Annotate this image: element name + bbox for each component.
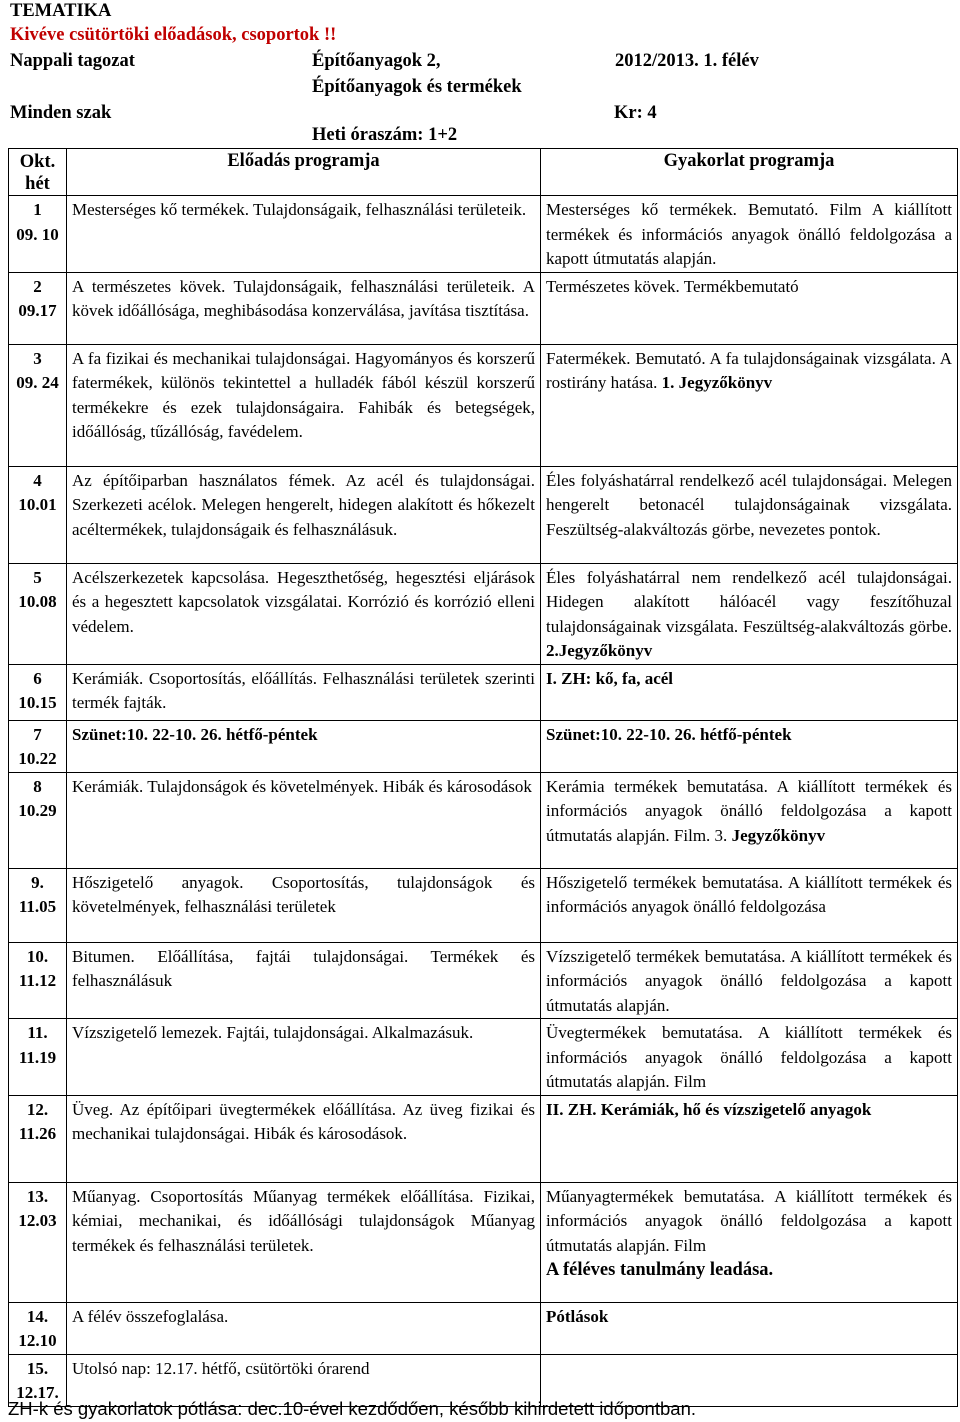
practice-text: Természetes kövek. Termékbemutató [546,276,799,296]
practice-cell [541,272,958,344]
week-cell [9,563,67,664]
table-row [9,272,958,344]
lecture-bold-text: Szünet:10. 22-10. 26. hétfő-péntek [72,724,318,744]
doc-title: TEMATIKA [10,1,112,21]
lecture-cell [67,720,541,772]
week-number: 10. [26,946,49,966]
practice-cell [541,868,958,942]
week-cell [9,868,67,942]
practice-text: Éles folyáshatárral nem rendelkező acél tulajdonságai. Hidegen alakított hálóacél vagy feszítőhuzal tulajdonságainak vizsgálata. Feszültség-alakváltozás görbe. [546,567,952,636]
practice-cell [541,1302,958,1354]
practice-cell [541,563,958,664]
mode-label: Nappali tagozat [10,51,135,71]
practice-text: Üvegtermékek bemutatása. A kiállított termékek és információs anyagok önálló feldolgozása a kapott útmutatás alapján. Film [546,1023,952,1091]
practice-column-header: Gyakorlat programja [541,149,958,196]
week-cell [9,196,67,273]
table-row [9,1182,958,1302]
lecture-text: Az építőiparban használatos fémek. Az acél és tulajdonságai. Szerkezeti acélok. Melegen hengerelt, hidegen alakított és hőkezelt acéltermékek, tulajdonságaik és felhasználásuk. [72,470,535,539]
practice-text: Vízszigetelő termékek bemutatása. A kiállított termékek és információs anyagok önálló feldolgozása a kapott útmutatás alapján. [546,946,952,1015]
credit-label: Kr: 4 [614,103,657,123]
table-row [9,563,958,664]
week-date: 09. 24 [16,373,59,392]
week-date: 09.17 [18,301,57,320]
week-number: 11. [27,1023,48,1042]
practice-cell [541,1019,958,1096]
table-row [9,344,958,466]
practice-cell [541,942,958,1019]
week-number: 7 [33,724,42,744]
week-number: 3 [33,348,42,368]
practice-bold-text: Szünet:10. 22-10. 26. hétfő-péntek [546,724,792,744]
week-cell [9,1095,67,1182]
week-number: 6 [33,668,42,688]
practice-cell [541,1095,958,1182]
lecture-text: Üveg. Az építőipari üvegtermékek előállítása. Az üveg fizikai és mechanikai tulajdonságai. Hibák és károsodások. [72,1099,535,1143]
lecture-text: A fa fizikai és mechanikai tulajdonságai. Hagyományos és korszerű fatermékek, különös tekintettel a hulladék fából készül korszerű termékekre és ezek tulajdonságaira. Fahibák és betegségek, időállóság, tűzállóság, favédelem. [72,348,535,441]
practice-bold-text: I. ZH: kő, fa, acél [546,668,674,688]
table-row [9,942,958,1019]
week-date: 11.26 [18,1124,57,1143]
week-cell [9,772,67,868]
practice-cell [541,1182,958,1302]
practice-text: Kerámia termékek bemutatása. A kiállított termékek és információs anyagok önálló feldolgozása a kapott útmutatás alapján. Film. 3. [546,776,952,845]
lecture-column-header: Előadás programja [67,149,541,196]
table-row [9,1095,958,1182]
week-number: 12. [26,1099,49,1119]
lecture-cell [67,772,541,868]
lecture-text: Bitumen. Előállítása, fajtái tulajdonságai. Termékek és felhasználásuk [72,946,535,990]
week-date: 12.17. [16,1383,59,1402]
subject-line2: Építőanyagok és termékek [312,77,522,97]
week-date: 10.08 [18,592,57,611]
practice-cell [541,196,958,273]
week-cell [9,466,67,563]
week-date: 11.12 [18,971,57,990]
week-date: 12.10 [18,1331,57,1350]
week-number: 14. [26,1306,49,1326]
table-row [9,1019,958,1096]
week-cell [9,1019,67,1096]
practice-bold-text: 2.Jegyzőkönyv [546,641,653,660]
lecture-text: Mesterséges kő termékek. Tulajdonságaik, felhasználási területeik. [72,200,527,219]
lecture-cell [67,196,541,273]
practice-cell [541,664,958,720]
table-row [9,466,958,563]
week-date: 11.19 [18,1047,57,1067]
lecture-cell [67,1182,541,1302]
practice-bold-text: II. ZH. Kerámiák, hő és vízszigetelő anyagok [546,1099,872,1119]
lecture-cell [67,1019,541,1096]
practice-bold-text: A féléves tanulmány leadása. [546,1260,774,1280]
lecture-cell [67,466,541,563]
schedule-table [8,148,958,1407]
table-row [9,868,958,942]
lecture-cell [67,942,541,1019]
doc-subtitle: Kivéve csütörtöki előadások, csoportok !! [10,25,337,45]
lecture-cell [67,664,541,720]
lecture-cell [67,563,541,664]
week-number: 2 [33,276,42,296]
week-cell [9,344,67,466]
table-row [9,1302,958,1354]
table-row [9,664,958,720]
week-header-line1: Okt. [19,152,56,172]
week-date: 12.03 [18,1211,57,1230]
practice-bold-text: Pótlások [546,1306,609,1326]
specialty-label: Minden szak [10,103,112,123]
practice-text: Éles folyáshatárral rendelkező acél tulajdonságai. Melegen hengerelt betonacél tulajdonságainak vizsgálata. Feszültség-alakváltozás görbe, nevezetes pontok. [546,470,952,539]
practice-bold-text: Jegyzőkönyv [731,825,826,845]
week-cell [9,664,67,720]
lecture-text: Acélszerkezetek kapcsolása. Hegeszthetőség, hegesztési eljárások és a hegesztett kapcsolatok vizsgálatai. Korrózió és korrózió elleni védelem. [72,567,535,636]
practice-cell [541,720,958,772]
practice-bold-text: 1. Jegyzőkönyv [661,373,773,392]
lecture-cell [67,272,541,344]
lecture-cell [67,868,541,942]
subject-line1: Építőanyagok 2, [312,51,441,71]
week-column-header [9,149,67,196]
lecture-cell [67,344,541,466]
week-cell [9,720,67,772]
week-number: 9. [31,872,44,892]
table-row [9,772,958,868]
week-cell [9,1302,67,1354]
lecture-text: Kerámiák. Csoportosítás, előállítás. Felhasználási területek szerinti termék fajták. [72,668,535,712]
practice-text: Műanyagtermékek bemutatása. A kiállított termékek és információs anyagok önálló feldolgozása a kapott útmutatás alapján. Film [546,1186,952,1255]
week-date: 10.29 [18,801,57,820]
practice-text: Hőszigetelő termékek bemutatása. A kiállított termékek és információs anyagok önálló feldolgozása [546,872,952,916]
week-number: 15. [26,1358,49,1378]
lecture-text: A természetes kövek. Tulajdonságaik, felhasználási területeik. A kövek időállósága, meghibásodása konzerválása, javítása tisztítása. [72,276,535,320]
week-header-line2: hét [25,174,50,194]
semester-label: 2012/2013. 1. félév [615,51,759,71]
practice-cell [541,344,958,466]
week-date: 10.01 [18,495,57,514]
week-number: 1 [33,200,42,219]
lecture-text: Hőszigetelő anyagok. Csoportosítás, tulajdonságok és követelmények, felhasználási területek [72,872,535,916]
week-number: 5 [33,567,42,587]
practice-text: Fatermékek. Bemutató. A fa tulajdonságainak vizsgálata. A rostirány hatása. [546,348,952,392]
practice-cell [541,466,958,563]
week-cell [9,272,67,344]
lecture-text: A félév összefoglalása. [72,1306,229,1326]
lecture-text: Műanyag. Csoportosítás Műanyag termékek előállítása. Fizikai, kémiai, mechanikai, és időállósági tulajdonságok Műanyag termékek és felhasználási területek. [72,1186,535,1255]
week-number: 4 [33,470,42,490]
lecture-text: Kerámiák. Tulajdonságok és követelmények. Hibák és károsodások [72,776,532,796]
week-cell [9,942,67,1019]
week-number: 8 [33,776,42,796]
lecture-cell [67,1095,541,1182]
table-row [9,196,958,273]
footer-note: ZH-k és gyakorlatok pótlása: dec.10-ével kezdődően, később kihirdetett időpontban. [8,1398,696,1419]
week-date: 09. 10 [16,224,59,244]
week-date: 10.15 [18,693,57,712]
lecture-cell [67,1302,541,1354]
week-date: 11.05 [18,897,57,916]
lecture-text: Vízszigetelő lemezek. Fajtái, tulajdonságai. Alkalmazásuk. [72,1023,474,1042]
week-date: 10.22 [18,749,57,768]
weekly-hours-label: Heti óraszám: 1+2 [312,125,458,145]
practice-text: Mesterséges kő termékek. Bemutató. Film A kiállított termékek és információs anyagok önálló feldolgozása a kapott útmutatás alapján. [546,200,952,268]
week-number: 13. [26,1186,49,1206]
table-row [9,720,958,772]
week-cell [9,1182,67,1302]
lecture-text: Utolsó nap: 12.17. hétfő, csütörtöki órarend [72,1358,370,1378]
practice-cell [541,772,958,868]
